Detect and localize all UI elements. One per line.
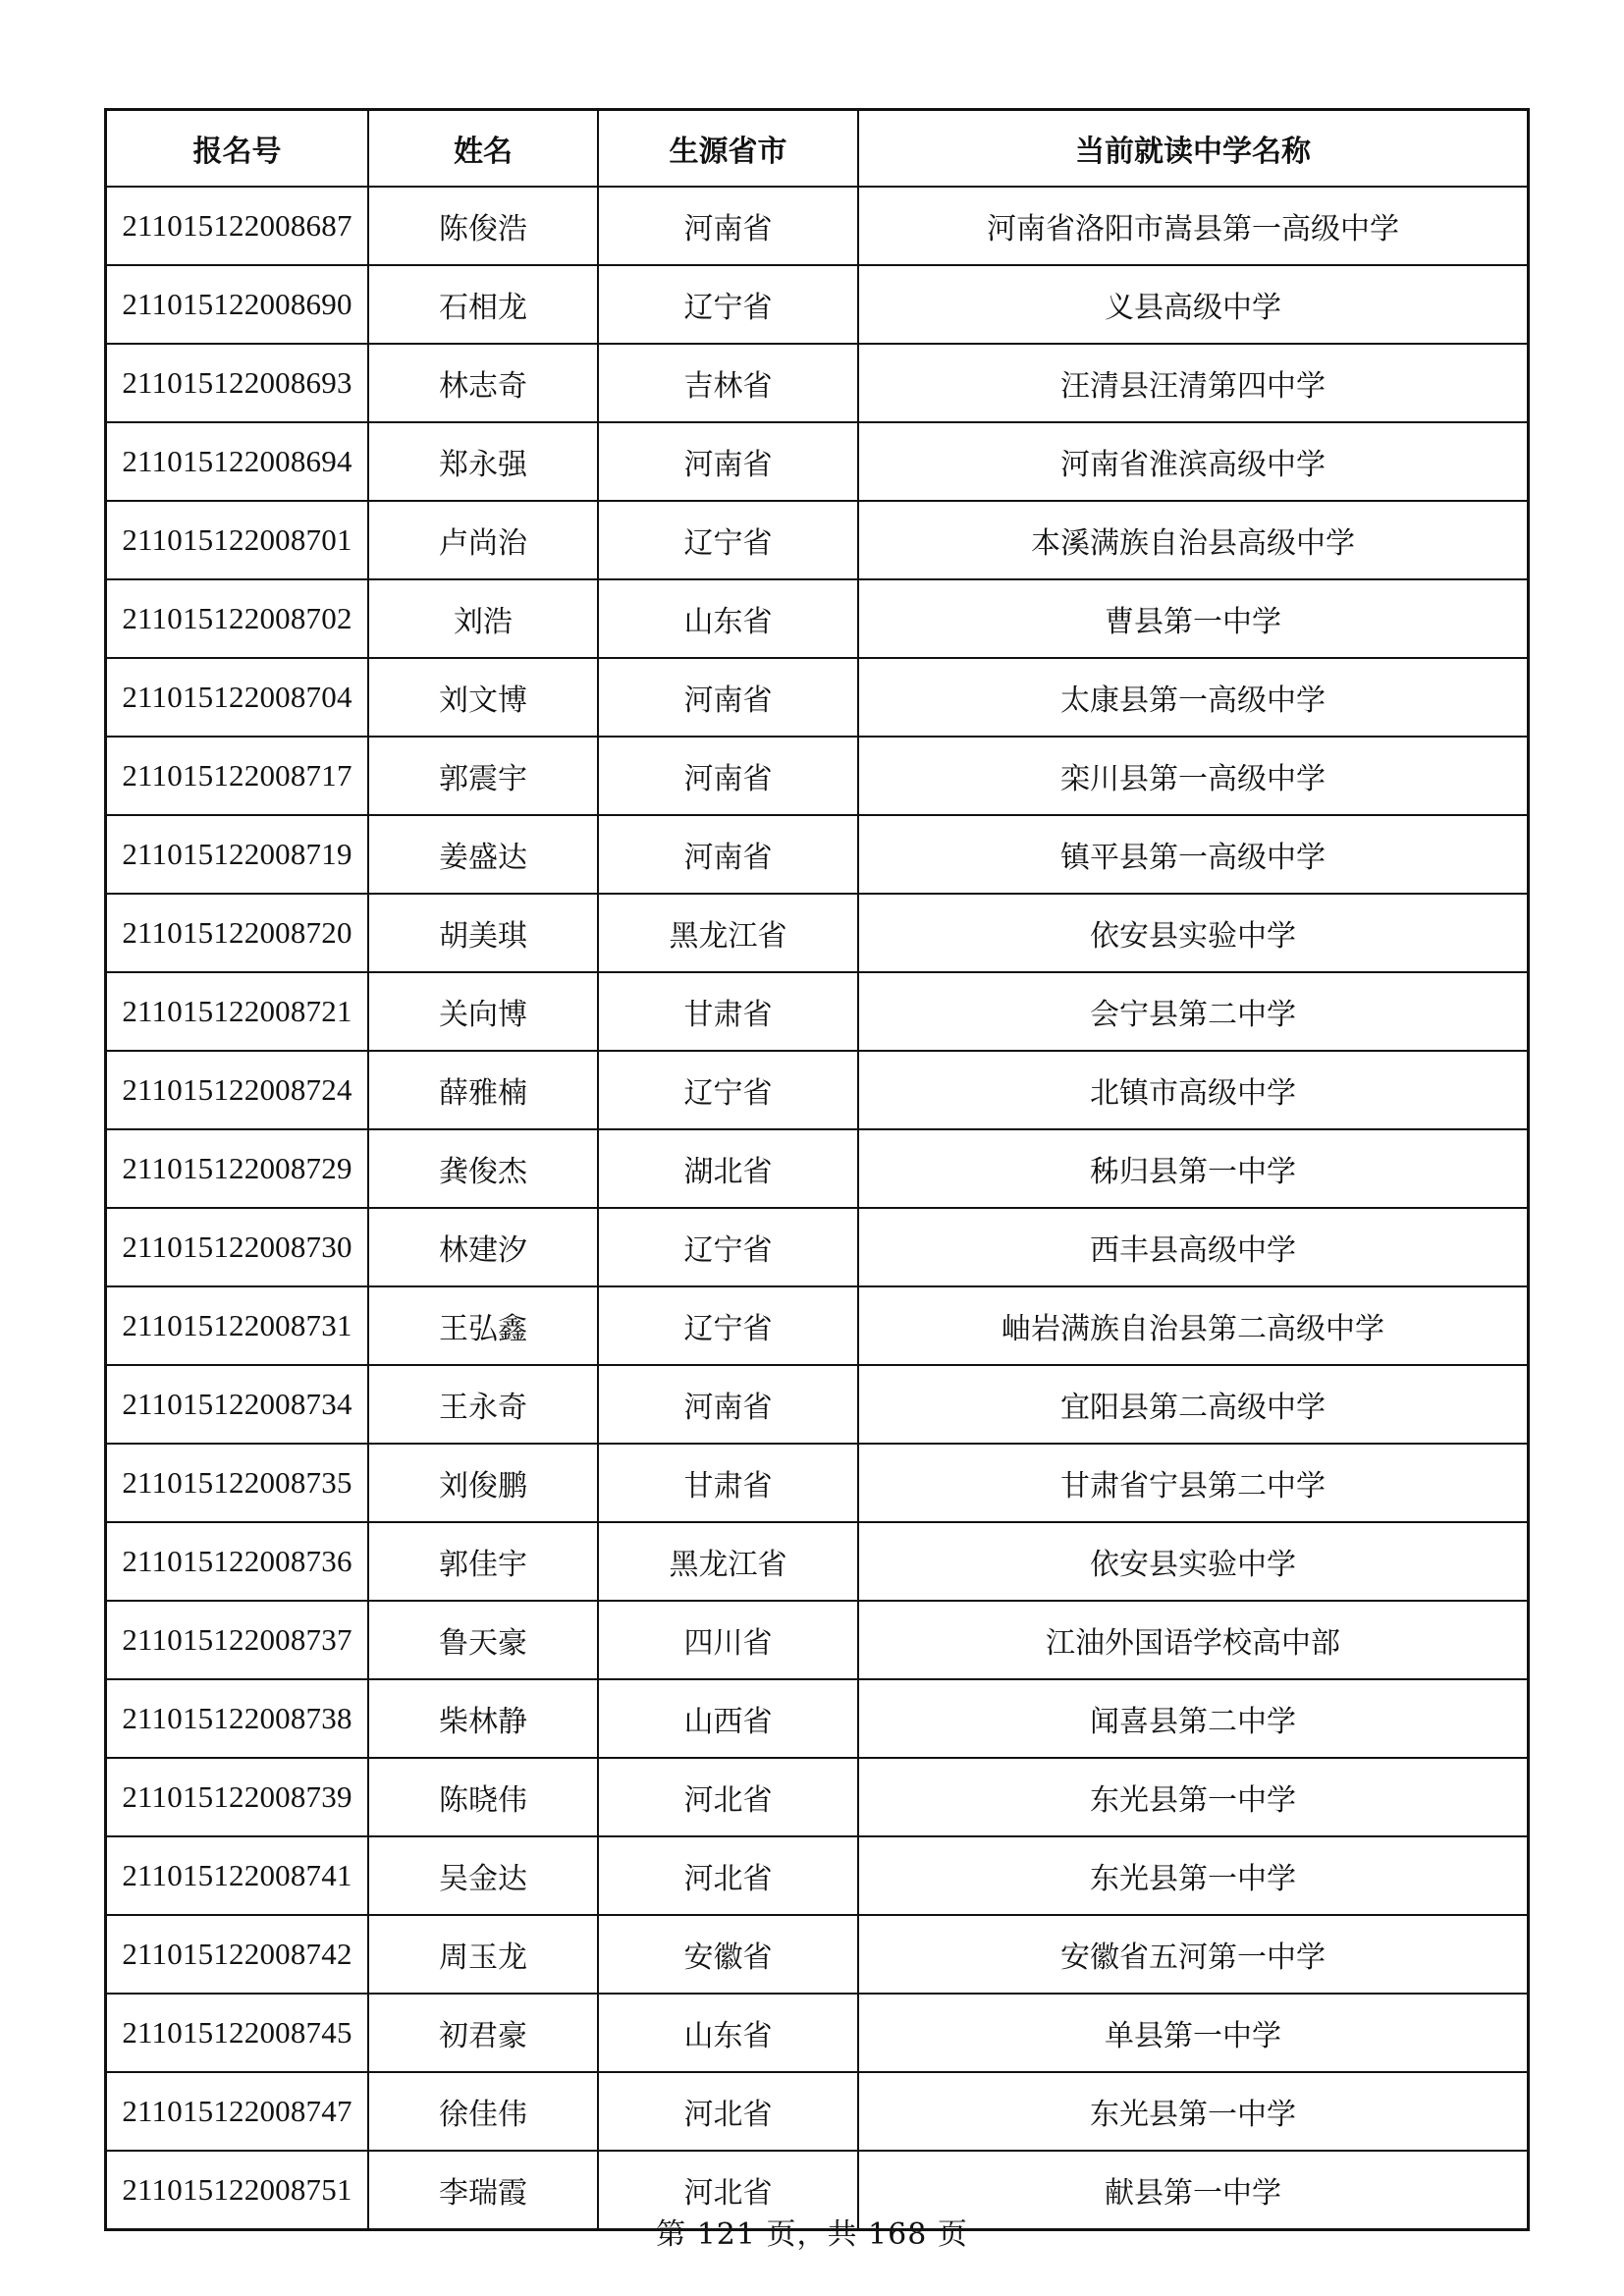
- cell-registration-number: 211015122008719: [107, 815, 368, 894]
- cell-registration-number: 211015122008721: [107, 972, 368, 1051]
- cell-name: 胡美琪: [368, 894, 598, 972]
- table-row: [107, 815, 1527, 894]
- cell-registration-number: 211015122008735: [107, 1444, 368, 1522]
- cell-province: 河北省: [598, 2151, 858, 2228]
- cell-registration-number: 211015122008731: [107, 1286, 368, 1365]
- cell-registration-number: 211015122008702: [107, 579, 368, 658]
- cell-name: 刘文博: [368, 658, 598, 737]
- admission-list-table: [107, 111, 1527, 2228]
- cell-school: 曹县第一中学: [858, 579, 1527, 658]
- cell-province: 河南省: [598, 658, 858, 737]
- cell-province: 山东省: [598, 1994, 858, 2072]
- cell-province: 山东省: [598, 579, 858, 658]
- table-row: [107, 1836, 1527, 1915]
- header-name: 姓名: [368, 111, 598, 187]
- cell-registration-number: 211015122008747: [107, 2072, 368, 2151]
- cell-registration-number: 211015122008724: [107, 1051, 368, 1129]
- cell-name: 徐佳伟: [368, 2072, 598, 2151]
- cell-province: 辽宁省: [598, 1286, 858, 1365]
- table-row: [107, 1208, 1527, 1286]
- cell-school: 东光县第一中学: [858, 1758, 1527, 1836]
- cell-school: 东光县第一中学: [858, 2072, 1527, 2151]
- cell-registration-number: 211015122008687: [107, 187, 368, 265]
- cell-province: 辽宁省: [598, 1208, 858, 1286]
- cell-name: 郭佳宇: [368, 1522, 598, 1601]
- cell-school: 栾川县第一高级中学: [858, 737, 1527, 815]
- cell-province: 河南省: [598, 815, 858, 894]
- cell-name: 卢尚治: [368, 501, 598, 579]
- cell-name: 郭震宇: [368, 737, 598, 815]
- cell-name: 吴金达: [368, 1836, 598, 1915]
- cell-name: 薛雅楠: [368, 1051, 598, 1129]
- cell-school: 依安县实验中学: [858, 894, 1527, 972]
- cell-school: 宜阳县第二高级中学: [858, 1365, 1527, 1444]
- cell-registration-number: 211015122008745: [107, 1994, 368, 2072]
- table-row: [107, 579, 1527, 658]
- cell-registration-number: 211015122008736: [107, 1522, 368, 1601]
- cell-registration-number: 211015122008693: [107, 344, 368, 422]
- cell-registration-number: 211015122008704: [107, 658, 368, 737]
- cell-registration-number: 211015122008742: [107, 1915, 368, 1994]
- cell-name: 初君豪: [368, 1994, 598, 2072]
- cell-registration-number: 211015122008741: [107, 1836, 368, 1915]
- table-row: [107, 972, 1527, 1051]
- cell-school: 东光县第一中学: [858, 1836, 1527, 1915]
- table-row: [107, 1915, 1527, 1994]
- cell-name: 林建汐: [368, 1208, 598, 1286]
- cell-school: 汪清县汪清第四中学: [858, 344, 1527, 422]
- cell-province: 辽宁省: [598, 501, 858, 579]
- page-number-footer: 第 121 页，共 168 页: [656, 2217, 968, 2252]
- cell-school: 秭归县第一中学: [858, 1129, 1527, 1208]
- cell-school: 闻喜县第二中学: [858, 1679, 1527, 1758]
- cell-school: 义县高级中学: [858, 265, 1527, 344]
- cell-name: 郑永强: [368, 422, 598, 501]
- cell-province: 河南省: [598, 737, 858, 815]
- cell-province: 四川省: [598, 1601, 858, 1679]
- cell-school: 西丰县高级中学: [858, 1208, 1527, 1286]
- table-row: [107, 737, 1527, 815]
- cell-name: 王永奇: [368, 1365, 598, 1444]
- cell-name: 柴林静: [368, 1679, 598, 1758]
- cell-name: 石相龙: [368, 265, 598, 344]
- cell-registration-number: 211015122008717: [107, 737, 368, 815]
- table-row: [107, 1365, 1527, 1444]
- cell-province: 吉林省: [598, 344, 858, 422]
- header-school: 当前就读中学名称: [858, 111, 1527, 187]
- cell-province: 河南省: [598, 422, 858, 501]
- cell-name: 刘浩: [368, 579, 598, 658]
- cell-school: 献县第一中学: [858, 2151, 1527, 2228]
- cell-province: 河北省: [598, 2072, 858, 2151]
- admission-list-table-frame: [104, 108, 1530, 2231]
- cell-registration-number: 211015122008738: [107, 1679, 368, 1758]
- cell-school: 单县第一中学: [858, 1994, 1527, 2072]
- cell-school: 安徽省五河第一中学: [858, 1915, 1527, 1994]
- cell-school: 太康县第一高级中学: [858, 658, 1527, 737]
- table-row: [107, 422, 1527, 501]
- cell-province: 黑龙江省: [598, 894, 858, 972]
- cell-name: 陈俊浩: [368, 187, 598, 265]
- cell-school: 北镇市高级中学: [858, 1051, 1527, 1129]
- cell-registration-number: 211015122008690: [107, 265, 368, 344]
- table-row: [107, 894, 1527, 972]
- cell-province: 辽宁省: [598, 1051, 858, 1129]
- cell-name: 王弘鑫: [368, 1286, 598, 1365]
- cell-registration-number: 211015122008734: [107, 1365, 368, 1444]
- cell-school: 河南省洛阳市嵩县第一高级中学: [858, 187, 1527, 265]
- cell-registration-number: 211015122008701: [107, 501, 368, 579]
- table-row: [107, 658, 1527, 737]
- table-row: [107, 1522, 1527, 1601]
- cell-registration-number: 211015122008751: [107, 2151, 368, 2228]
- cell-province: 河南省: [598, 1365, 858, 1444]
- cell-school: 镇平县第一高级中学: [858, 815, 1527, 894]
- cell-registration-number: 211015122008720: [107, 894, 368, 972]
- cell-name: 林志奇: [368, 344, 598, 422]
- cell-name: 关向博: [368, 972, 598, 1051]
- table-row: [107, 1129, 1527, 1208]
- cell-school: 岫岩满族自治县第二高级中学: [858, 1286, 1527, 1365]
- cell-school: 依安县实验中学: [858, 1522, 1527, 1601]
- table-row: [107, 187, 1527, 265]
- cell-province: 河南省: [598, 187, 858, 265]
- table-row: [107, 1444, 1527, 1522]
- table-row: [107, 1286, 1527, 1365]
- cell-registration-number: 211015122008737: [107, 1601, 368, 1679]
- cell-province: 山西省: [598, 1679, 858, 1758]
- cell-province: 甘肃省: [598, 1444, 858, 1522]
- cell-school: 江油外国语学校高中部: [858, 1601, 1527, 1679]
- cell-name: 陈晓伟: [368, 1758, 598, 1836]
- table-row: [107, 1601, 1527, 1679]
- table-row: [107, 1758, 1527, 1836]
- table-row: [107, 265, 1527, 344]
- cell-province: 湖北省: [598, 1129, 858, 1208]
- header-province: 生源省市: [598, 111, 858, 187]
- table-row: [107, 501, 1527, 579]
- cell-registration-number: 211015122008739: [107, 1758, 368, 1836]
- cell-school: 甘肃省宁县第二中学: [858, 1444, 1527, 1522]
- table-row: [107, 1051, 1527, 1129]
- cell-province: 甘肃省: [598, 972, 858, 1051]
- cell-province: 安徽省: [598, 1915, 858, 1994]
- table-row: [107, 1994, 1527, 2072]
- table-row: [107, 2072, 1527, 2151]
- cell-name: 鲁天豪: [368, 1601, 598, 1679]
- cell-registration-number: 211015122008730: [107, 1208, 368, 1286]
- cell-school: 河南省淮滨高级中学: [858, 422, 1527, 501]
- cell-registration-number: 211015122008694: [107, 422, 368, 501]
- cell-school: 会宁县第二中学: [858, 972, 1527, 1051]
- table-row: [107, 1679, 1527, 1758]
- cell-province: 黑龙江省: [598, 1522, 858, 1601]
- cell-name: 李瑞霞: [368, 2151, 598, 2228]
- cell-registration-number: 211015122008729: [107, 1129, 368, 1208]
- table-header-row: [107, 111, 1527, 187]
- cell-province: 辽宁省: [598, 265, 858, 344]
- cell-name: 刘俊鹏: [368, 1444, 598, 1522]
- cell-province: 河北省: [598, 1758, 858, 1836]
- cell-school: 本溪满族自治县高级中学: [858, 501, 1527, 579]
- cell-name: 姜盛达: [368, 815, 598, 894]
- cell-name: 周玉龙: [368, 1915, 598, 1994]
- cell-name: 龚俊杰: [368, 1129, 598, 1208]
- cell-province: 河北省: [598, 1836, 858, 1915]
- header-registration-number: 报名号: [107, 111, 368, 187]
- table-body: [107, 187, 1527, 2228]
- table-row: [107, 344, 1527, 422]
